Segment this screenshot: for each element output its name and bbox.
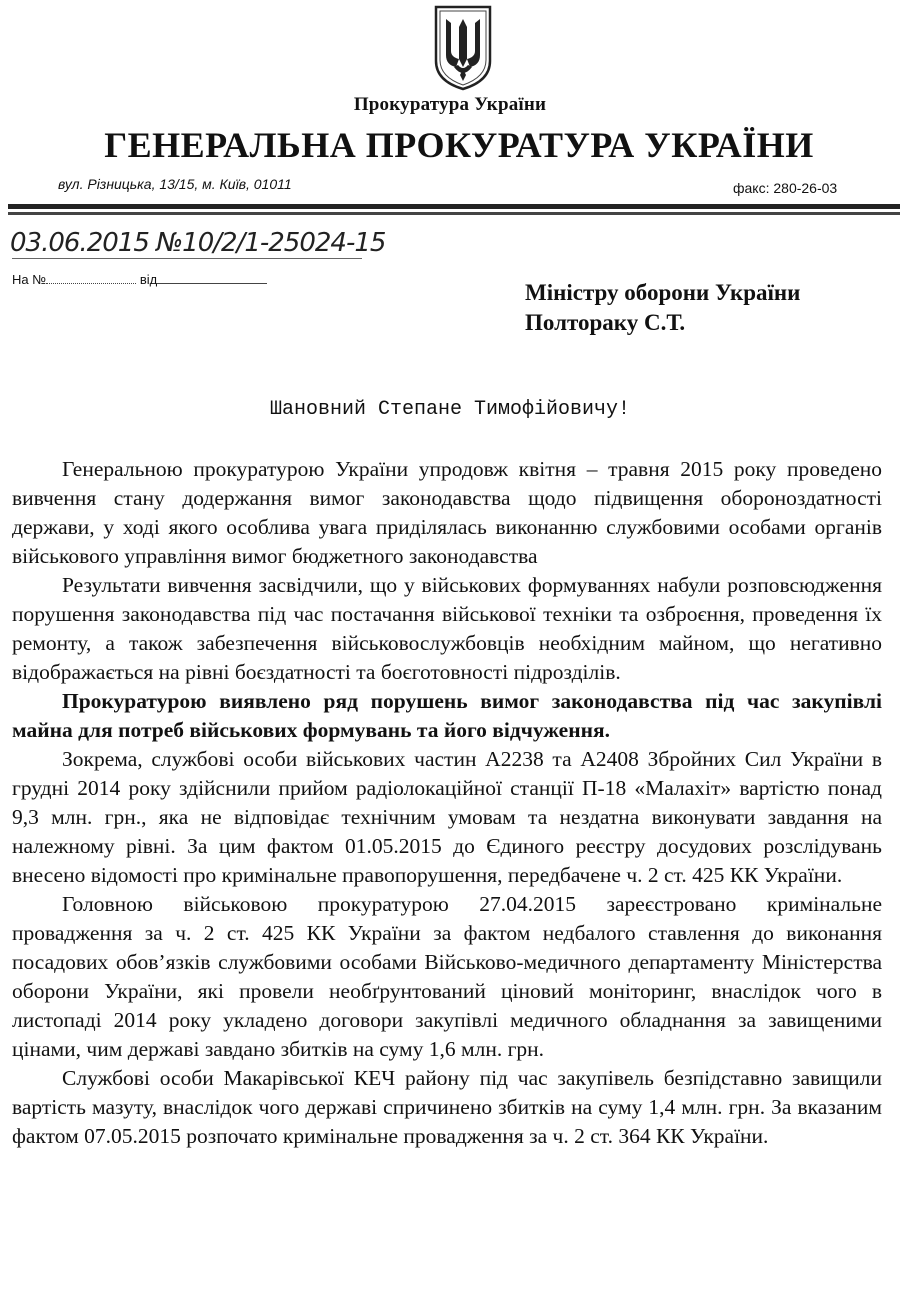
org-name-small: Прокуратура України — [353, 94, 547, 115]
reference-from: від — [139, 272, 158, 287]
reference-line — [12, 272, 267, 287]
registration-underline — [12, 258, 362, 259]
body-paragraph: Головною військовою прокуратурою 27.04.2015 зареєстровано кримінальне провадження за ч. 2 ст. 425 КК України за фактом недбалого ставлення до виконання посадових обов’язків службовими особами Військово-медичного департаменту Міністерства оборони України, які провели необґрунтований ціновий моніторинг, внаслідок чого в листопаді 2014 року укладено договори закупівлі медичного обладнання за завищеними цінами, чим державі завдано збитків на суму 1,6 млн. грн. — [12, 892, 882, 1061]
body-paragraph: Результати вивчення засвідчили, що у військових формуваннях набули розповсюдження порушення законодавства під час постачання військової техніки та озброєння, проведення їх ремонту, а також забезпечення військовослужбовців необхідним майном, що негативно відображається на рівні боєздатності та боєготовності підрозділів. — [12, 573, 882, 684]
addressee-name: Полтораку С.Т. — [525, 310, 686, 335]
body-paragraph-emphasis: Прокуратурою виявлено ряд порушень вимог законодавства під час закупівлі майна для потреб військових формувань та його відчуження. — [12, 689, 882, 742]
header-rule-thin — [8, 212, 900, 215]
body-paragraph: Генеральною прокуратурою України упродовж квітня – травня 2015 року проведено вивчення стану додержання вимог законодавства щодо підвищення обороноздатності держави, у ході якого особлива увага приділялась виконанню службовими особами органів військового управління вимог бюджетного законодавства — [12, 457, 882, 568]
body-paragraph: Зокрема, службові особи військових частин А2238 та А2408 Збройних Сил України в грудні 2014 року здійснили прийом радіолокаційної станції П-18 «Малахіт» вартістю понад 9,3 млн. грн., яка не відповідає технічним умовам та нездатна виконувати завдання на належному рівні. За цим фактом 01.05.2015 до Єдиного реєстру досудових розслідувань внесено відомості про кримінальне правопорушення, передбачене ч. 2 ст. 425 КК України. — [12, 747, 882, 887]
salutation: Шановний Степане Тимофійовичу! — [269, 398, 631, 421]
reference-number-blank — [46, 273, 136, 284]
header-rule-thick — [8, 204, 900, 209]
letter-body — [12, 455, 882, 1151]
trident-emblem-icon — [432, 5, 494, 91]
addressee-block — [525, 278, 800, 338]
reference-date-blank — [157, 273, 267, 284]
org-name-large: ГЕНЕРАЛЬНА ПРОКУРАТУРА УКРАЇНИ — [104, 125, 814, 165]
addressee-title: Міністру оборони України — [525, 280, 801, 305]
reference-prefix: На № — [12, 272, 47, 287]
registration-number: 03.06.2015 №10/2/1-25024-15 — [10, 228, 386, 258]
body-paragraph: Службові особи Макарівської КЕЧ району під час закупівель безпідставно завищили вартість мазуту, внаслідок чого державі спричинено збитків на суму 1,4 млн. грн. За вказаним фактом 07.05.2015 розпочато кримінальне провадження за ч. 2 ст. 364 КК України. — [12, 1066, 882, 1148]
org-fax: факс: 280-26-03 — [733, 180, 838, 196]
org-address: вул. Різницька, 13/15, м. Київ, 01011 — [58, 176, 292, 192]
